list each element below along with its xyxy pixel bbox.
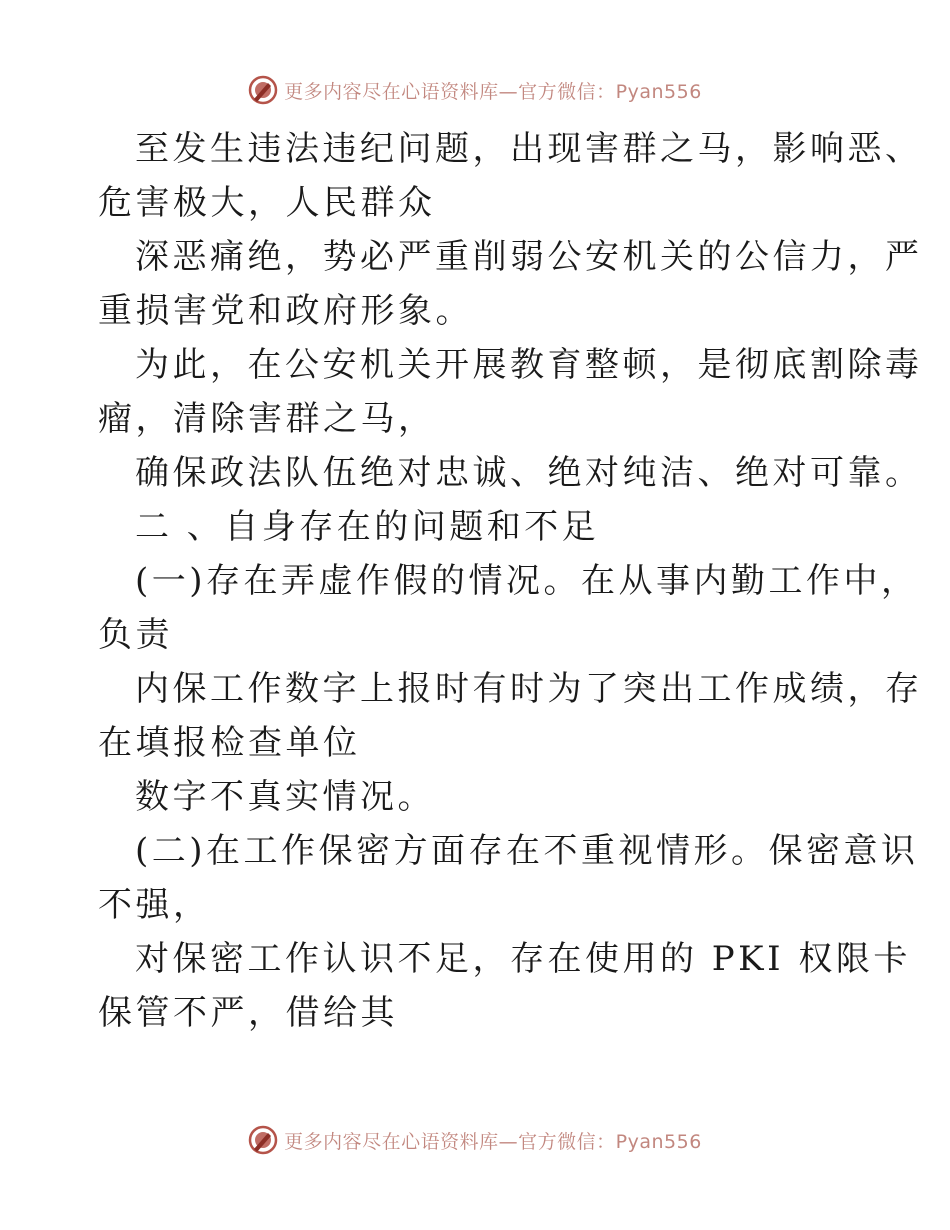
text-line: 不强， (98, 885, 211, 925)
text-line: 内保工作数字上报时有时为了突出工作成绩，存 (135, 669, 923, 709)
text-line: 瘤，清除害群之马， (98, 399, 436, 439)
watermark-text: 更多内容尽在心语资料库—官方微信：Pyan556 (284, 1130, 702, 1153)
pen-logo-icon (248, 75, 278, 105)
text-line: 保管不严，借给其 (98, 993, 398, 1033)
subsection-heading: (二)在工作保密方面存在不重视情形。保密意识 (135, 831, 919, 871)
pen-logo-icon (248, 1125, 278, 1155)
footer-watermark (0, 1122, 950, 1158)
section-heading: 二 、自身存在的问题和不足 (135, 507, 600, 547)
text-line: 深恶痛绝，势必严重削弱公安机关的公信力，严 (135, 237, 923, 277)
text-line: 至发生违法违纪问题，出现害群之马，影响恶、 (135, 129, 923, 169)
text-line: 在填报检查单位 (98, 723, 361, 763)
text-line: 对保密工作认识不足，存在使用的 PKI 权限卡 (135, 939, 911, 979)
text-line: 为此，在公安机关开展教育整顿，是彻底割除毒 (135, 345, 923, 385)
text-line: 重损害党和政府形象。 (98, 291, 473, 331)
document-body (98, 122, 923, 1040)
text-line: 数字不真实情况。 (135, 777, 435, 817)
text-line: 负责 (98, 615, 173, 655)
text-line: 危害极大，人民群众 (98, 183, 436, 223)
subsection-heading: (一)存在弄虚作假的情况。在从事内勤工作中， (135, 561, 919, 601)
header-watermark (0, 72, 950, 108)
text-line: 确保政法队伍绝对忠诚、绝对纯洁、绝对可靠。 (135, 453, 923, 493)
watermark-text: 更多内容尽在心语资料库—官方微信：Pyan556 (284, 80, 702, 103)
